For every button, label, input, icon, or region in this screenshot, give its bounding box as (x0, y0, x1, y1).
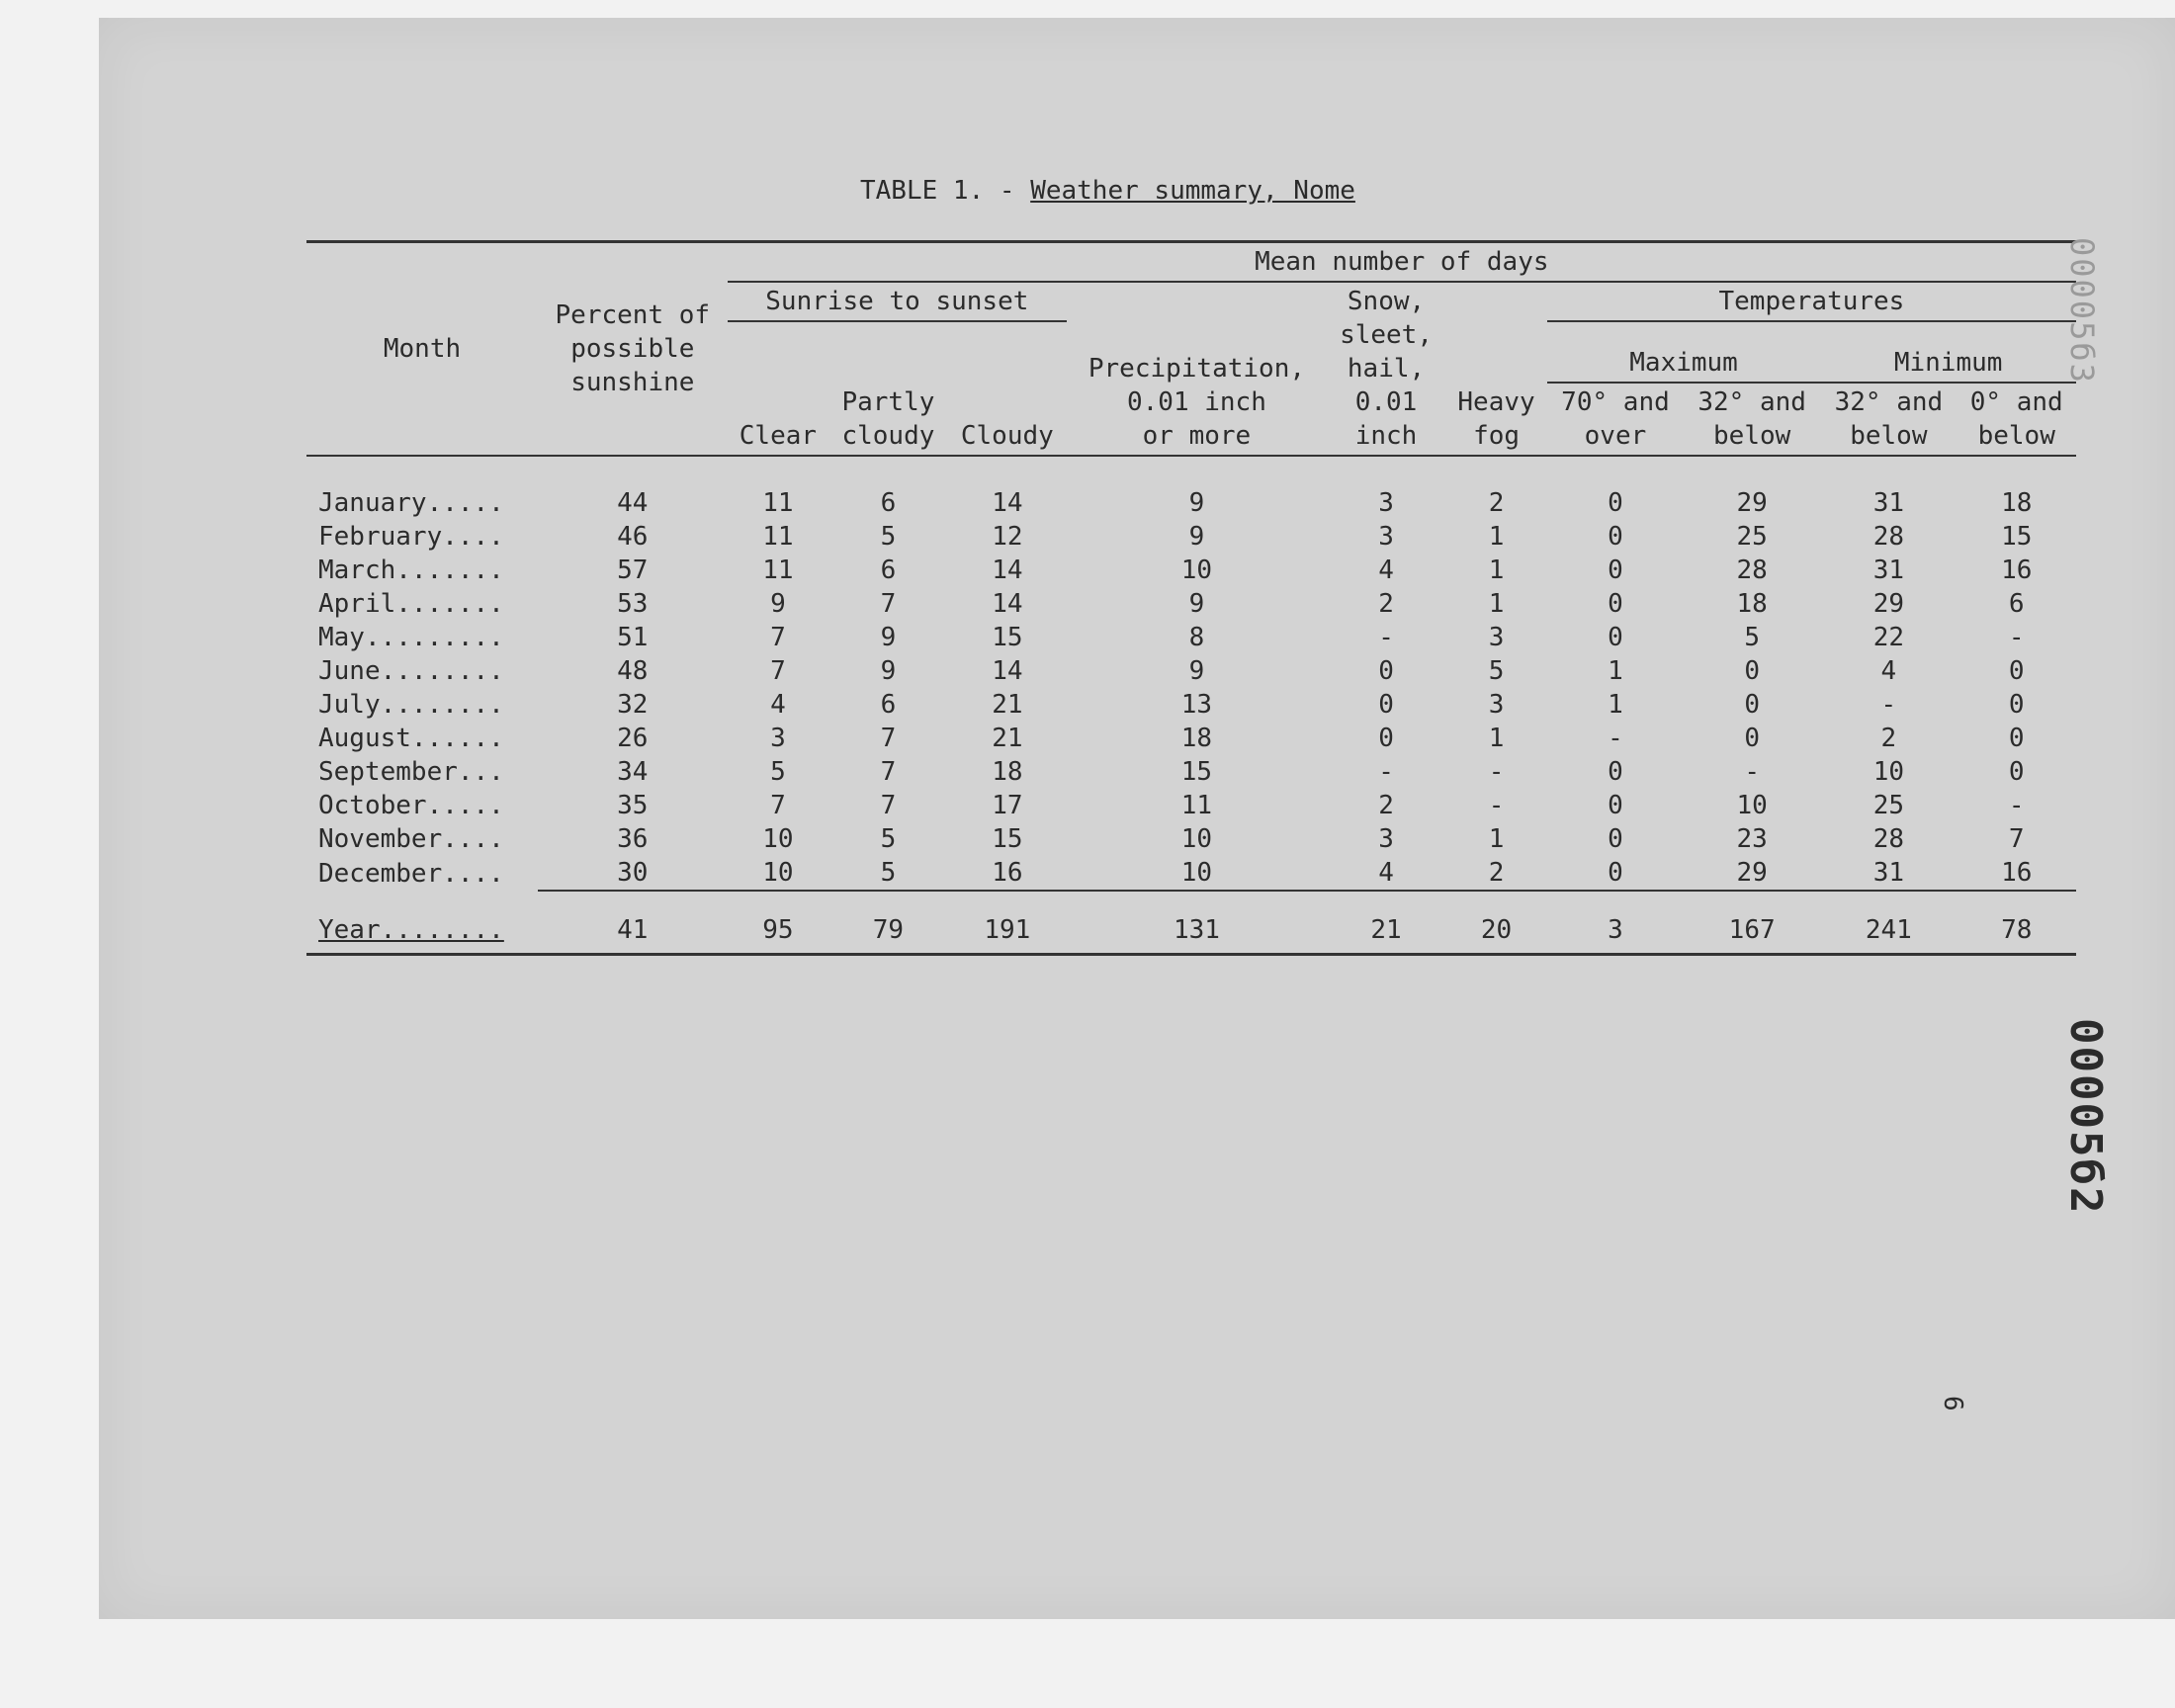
min-32-cell: 4 (1880, 656, 1897, 686)
table-title-text: Weather summary, Nome (1030, 176, 1355, 206)
precipitation-cell: 9 (1188, 522, 1205, 552)
min-32-cell: 241 (1820, 891, 1957, 955)
snow-cell: 2 (1378, 791, 1394, 820)
header-min-0: 0° and below (1969, 387, 2063, 451)
header-heavy-fog: Heavy fog (1457, 387, 1535, 451)
max-70-cell: 0 (1608, 623, 1623, 652)
clear-cell: 11 (762, 555, 794, 585)
snow-cell: 3 (1378, 488, 1394, 518)
clear-cell: 10 (762, 824, 794, 854)
month-cell: July........ (318, 690, 504, 720)
header-sunrise-group: Sunrise to sunset (728, 282, 1067, 321)
snow-cell: 2 (1378, 589, 1394, 619)
clear-cell: 11 (762, 488, 794, 518)
precipitation-cell: 8 (1188, 623, 1205, 652)
sunshine-cell: 57 (617, 555, 649, 585)
partly-cloudy-cell: 6 (880, 555, 897, 585)
max-32-cell: 167 (1684, 891, 1820, 955)
max-70-cell: - (1608, 724, 1623, 753)
month-cell: March....... (318, 555, 504, 585)
header-temperatures: Temperatures (1547, 282, 2076, 321)
cloudy-cell: 12 (992, 522, 1023, 552)
header-snow: Snow, sleet, hail, 0.01 inch (1340, 287, 1433, 451)
table-row (306, 554, 2076, 587)
month-cell: January..... (318, 488, 504, 518)
header-minimum: Minimum (1820, 321, 2076, 383)
clear-cell: 4 (770, 690, 786, 720)
min-0-cell: 18 (2001, 488, 2033, 518)
year-total-row (306, 891, 2076, 955)
month-cell: October..... (318, 791, 504, 820)
sunshine-cell: 32 (617, 690, 649, 720)
page-number: 6 (1938, 1396, 1967, 1411)
partly-cloudy-cell: 7 (880, 757, 897, 787)
min-0-cell: 16 (1957, 856, 2076, 891)
max-32-cell: 0 (1744, 656, 1760, 686)
sunshine-cell: 35 (617, 791, 649, 820)
min-0-cell: 15 (2001, 522, 2033, 552)
clear-cell: 5 (770, 757, 786, 787)
year-label: Year........ (306, 891, 538, 955)
cloudy-cell: 14 (992, 656, 1023, 686)
heavy-fog-cell: 1 (1488, 824, 1505, 854)
min-0-cell: 0 (2008, 757, 2025, 787)
precipitation-cell: 11 (1180, 791, 1213, 820)
precipitation-cell: 9 (1188, 589, 1205, 619)
sunshine-cell: 30 (538, 856, 728, 891)
max-70-cell: 0 (1608, 757, 1623, 787)
heavy-fog-cell: 3 (1488, 623, 1505, 652)
cloudy-cell: 14 (992, 589, 1023, 619)
table-title (860, 176, 1355, 206)
cloudy-cell: 14 (992, 555, 1023, 585)
max-32-cell: 18 (1736, 589, 1768, 619)
snow-cell: 3 (1378, 824, 1394, 854)
snow-cell: 4 (1378, 555, 1394, 585)
partly-cloudy-cell: 7 (880, 791, 897, 820)
min-0-cell: 7 (2008, 824, 2025, 854)
min-32-cell: 28 (1872, 824, 1905, 854)
header-partly-cloudy: Partly cloudy (841, 387, 935, 451)
header-min-32: 32° and below (1834, 387, 1944, 451)
month-cell: December.... (318, 858, 504, 889)
table-row (306, 654, 2076, 688)
max-32-cell: 10 (1736, 791, 1768, 820)
sunshine-cell: 36 (617, 824, 649, 854)
min-0-cell: - (2008, 791, 2025, 820)
partly-cloudy-cell: 5 (880, 824, 897, 854)
partly-cloudy-cell: 9 (880, 623, 897, 652)
partly-cloudy-cell: 9 (880, 656, 897, 686)
partly-cloudy-cell: 7 (880, 724, 897, 753)
max-32-cell: 5 (1744, 623, 1760, 652)
month-cell: August...... (318, 724, 504, 753)
header-mean-days: Mean number of days (728, 242, 2076, 283)
clear-cell: 95 (728, 891, 829, 955)
header-precipitation: Precipitation, 0.01 inch or more (1088, 354, 1306, 451)
max-70-cell: 3 (1547, 891, 1684, 955)
min-0-cell: 6 (2008, 589, 2025, 619)
max-70-cell: 0 (1547, 856, 1684, 891)
cloudy-cell: 191 (948, 891, 1067, 955)
partly-cloudy-cell: 7 (880, 589, 897, 619)
table-row (306, 688, 2076, 722)
header-max-70: 70° and over (1561, 387, 1670, 451)
min-32-cell: 31 (1872, 555, 1905, 585)
heavy-fog-cell: - (1488, 791, 1505, 820)
header-sunshine: Percent of possible sunshine (538, 242, 728, 456)
max-32-cell: 0 (1744, 724, 1760, 753)
precipitation-cell: 13 (1180, 690, 1213, 720)
precipitation-cell: 9 (1188, 656, 1205, 686)
table-row (306, 856, 2076, 891)
snow-cell: 21 (1327, 891, 1445, 955)
min-0-cell: 16 (2001, 555, 2033, 585)
document-page (99, 18, 2175, 1619)
max-32-cell: - (1744, 757, 1760, 787)
heavy-fog-cell: 1 (1488, 589, 1505, 619)
snow-cell: - (1378, 757, 1394, 787)
max-70-cell: 0 (1608, 824, 1623, 854)
max-32-cell: 23 (1736, 824, 1768, 854)
min-0-cell: 0 (2008, 724, 2025, 753)
snow-cell: 0 (1378, 724, 1394, 753)
precipitation-cell: 10 (1180, 824, 1213, 854)
snow-cell: 4 (1327, 856, 1445, 891)
header-max-32: 32° and below (1697, 387, 1806, 451)
heavy-fog-cell: 1 (1488, 522, 1505, 552)
cloudy-cell: 21 (992, 690, 1023, 720)
min-32-cell: 29 (1872, 589, 1905, 619)
table-row (306, 822, 2076, 856)
snow-cell: 3 (1378, 522, 1394, 552)
precipitation-cell: 18 (1180, 724, 1213, 753)
table-row (306, 722, 2076, 755)
clear-cell: 7 (770, 623, 786, 652)
table-title-prefix: TABLE 1. - (860, 176, 1031, 206)
sunshine-cell: 41 (538, 891, 728, 955)
table-row (306, 456, 2076, 520)
precipitation-cell: 9 (1188, 488, 1205, 518)
heavy-fog-cell: 1 (1488, 555, 1505, 585)
heavy-fog-cell: 1 (1488, 724, 1505, 753)
month-cell: September... (318, 757, 504, 787)
sunshine-cell: 44 (617, 488, 649, 518)
min-32-cell: 28 (1872, 522, 1905, 552)
heavy-fog-cell: - (1488, 757, 1505, 787)
min-0-cell: 0 (2008, 656, 2025, 686)
min-32-cell: - (1880, 690, 1897, 720)
max-70-cell: 0 (1608, 555, 1623, 585)
max-70-cell: 0 (1608, 488, 1623, 518)
cloudy-cell: 21 (992, 724, 1023, 753)
snow-cell: 0 (1378, 656, 1394, 686)
sunshine-cell: 34 (617, 757, 649, 787)
min-0-cell: - (2008, 623, 2025, 652)
max-32-cell: 25 (1736, 522, 1768, 552)
heavy-fog-cell: 5 (1488, 656, 1505, 686)
max-32-cell: 28 (1736, 555, 1768, 585)
max-70-cell: 0 (1608, 589, 1623, 619)
page-stamp: 00005б2 (2060, 1018, 2111, 1216)
precipitation-cell: 10 (1067, 856, 1327, 891)
header-month: Month (306, 242, 538, 456)
clear-cell: 11 (762, 522, 794, 552)
partly-cloudy-cell: 79 (828, 891, 947, 955)
max-70-cell: 0 (1608, 522, 1623, 552)
clear-cell: 10 (728, 856, 829, 891)
min-32-cell: 2 (1880, 724, 1897, 753)
partly-cloudy-cell: 5 (828, 856, 947, 891)
sunshine-cell: 26 (617, 724, 649, 753)
cloudy-cell: 15 (992, 824, 1023, 854)
snow-cell: 0 (1378, 690, 1394, 720)
cloudy-cell: 15 (992, 623, 1023, 652)
month-cell: February.... (318, 522, 504, 552)
min-32-cell: 22 (1872, 623, 1905, 652)
sunshine-cell: 51 (617, 623, 649, 652)
clear-cell: 3 (770, 724, 786, 753)
max-70-cell: 0 (1608, 791, 1623, 820)
faint-page-stamp: 00005б3 (2063, 237, 2101, 384)
clear-cell: 7 (770, 656, 786, 686)
cloudy-cell: 14 (992, 488, 1023, 518)
month-cell: May......... (318, 623, 504, 652)
table-row (306, 621, 2076, 654)
max-70-cell: 1 (1608, 656, 1623, 686)
heavy-fog-cell: 20 (1445, 891, 1547, 955)
sunshine-cell: 48 (617, 656, 649, 686)
header-cloudy: Cloudy (960, 421, 1054, 451)
cloudy-cell: 17 (992, 791, 1023, 820)
month-cell: November.... (318, 824, 504, 854)
heavy-fog-cell: 3 (1488, 690, 1505, 720)
weather-summary-table (306, 240, 2076, 956)
sunshine-cell: 53 (617, 589, 649, 619)
min-32-cell: 31 (1820, 856, 1957, 891)
heavy-fog-cell: 2 (1488, 488, 1505, 518)
month-cell: April....... (318, 589, 504, 619)
sunshine-cell: 46 (617, 522, 649, 552)
min-0-cell: 0 (2008, 690, 2025, 720)
table-row (306, 755, 2076, 789)
clear-cell: 9 (770, 589, 786, 619)
precipitation-cell: 10 (1180, 555, 1213, 585)
table-row (306, 789, 2076, 822)
clear-cell: 7 (770, 791, 786, 820)
min-0-cell: 78 (1957, 891, 2076, 955)
heavy-fog-cell: 2 (1445, 856, 1547, 891)
cloudy-cell: 16 (948, 856, 1067, 891)
header-clear: Clear (739, 421, 818, 451)
max-70-cell: 1 (1608, 690, 1623, 720)
min-32-cell: 25 (1872, 791, 1905, 820)
table-row (306, 520, 2076, 554)
cloudy-cell: 18 (992, 757, 1023, 787)
min-32-cell: 10 (1872, 757, 1905, 787)
precipitation-cell: 15 (1180, 757, 1213, 787)
max-32-cell: 0 (1744, 690, 1760, 720)
month-cell: June........ (318, 656, 504, 686)
snow-cell: - (1378, 623, 1394, 652)
partly-cloudy-cell: 6 (880, 690, 897, 720)
max-32-cell: 29 (1684, 856, 1820, 891)
header-maximum: Maximum (1547, 321, 1820, 383)
partly-cloudy-cell: 5 (880, 522, 897, 552)
table-row (306, 587, 2076, 621)
min-32-cell: 31 (1872, 488, 1905, 518)
partly-cloudy-cell: 6 (880, 488, 897, 518)
precipitation-cell: 131 (1067, 891, 1327, 955)
max-32-cell: 29 (1736, 488, 1768, 518)
